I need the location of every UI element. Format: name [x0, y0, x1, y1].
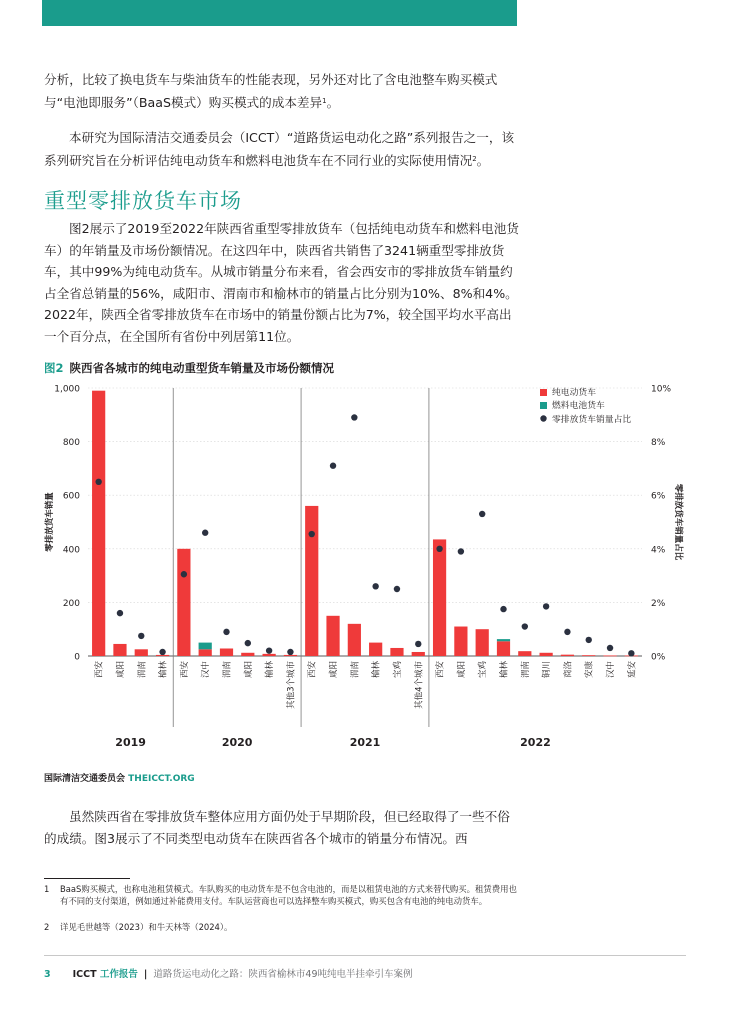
source-org: 国际清洁交通委员会 [44, 774, 126, 784]
y-tick-label: 0 [74, 652, 80, 663]
bar-bev-2020-渭南 [220, 648, 233, 656]
y2-tick-label: 10% [651, 384, 672, 395]
share-dot-2022-汉中 [607, 645, 613, 651]
footnote-2 [44, 921, 519, 933]
bar-bev-2021-渭南 [348, 624, 361, 656]
share-dot-2019-咸阳 [117, 610, 123, 616]
x-tick-label: 榆林 [371, 661, 382, 679]
legend-label-share: 零排放货车销量占比 [552, 415, 632, 425]
share-dot-2022-咸阳 [458, 548, 464, 554]
legend-swatch-share [540, 415, 546, 421]
y-tick-label: 200 [62, 598, 80, 609]
y-tick-label: 600 [62, 491, 80, 502]
share-dot-2020-渭南 [223, 629, 229, 635]
share-dot-2022-渭南 [522, 623, 528, 629]
bar-bev-2021-西安 [305, 506, 318, 656]
y-tick-label: 400 [62, 545, 80, 556]
body-paragraph-3: 图2展示了2019至2022年陕西省重型零排放货车（包括纯电动货车和燃料电池货车）的年销量及市场份额情况。在这四年中，陕西省共销售了3241辆重型零排放货车，其中99%为纯电动货车。从城市销量分布来看，省会西安市的零排放货车销量约占全省总销量的56%，咸阳市、渭南市和榆林市的销量占比分别为10%、8%和4%。2022年，陕西全省零排放货车在市场中的销量份额占比为7%，较全国平均水平高出一个百分点，在全国所有省份中列居第11位。 [44, 221, 519, 344]
bar-bev-2019-咸阳 [113, 644, 126, 656]
page-footer [44, 966, 413, 980]
share-dot-2020-西安 [181, 571, 187, 577]
share-dot-2022-宝鸡 [479, 511, 485, 517]
x-tick-label: 榆林 [499, 661, 510, 679]
bar-bev-2022-榆林 [497, 641, 510, 656]
x-tick-label: 榆林 [265, 661, 276, 679]
x-tick-label: 渭南 [520, 661, 531, 679]
share-dot-2021-榆林 [372, 583, 378, 589]
bar-bev-2022-渭南 [518, 651, 531, 656]
report-label: ICCT 工作报告 [72, 969, 138, 980]
report-title: 道路货运电动化之路：陕西省榆林市49吨纯电半挂牵引车案例 [153, 969, 413, 980]
x-tick-label: 咸阳 [115, 661, 126, 679]
footnote-divider [44, 878, 130, 879]
year-label-2022: 2022 [520, 736, 551, 749]
bar-bev-2022-宝鸡 [476, 629, 489, 656]
x-tick-label: 西安 [307, 661, 318, 679]
bar-bev-2021-榆林 [369, 643, 382, 656]
x-tick-label: 安康 [584, 661, 595, 679]
x-tick-label: 其他3个城市 [286, 661, 297, 709]
share-dot-2019-榆林 [159, 649, 165, 655]
section-heading: 重型零排放货车市场 [44, 189, 242, 213]
share-dot-2021-咸阳 [330, 463, 336, 469]
bar-bev-2022-安康 [582, 655, 595, 656]
page-number: 3 [44, 969, 51, 980]
share-dot-2022-延安 [628, 650, 634, 656]
footnote-text: BaaS购买模式，也称电池租赁模式。车队购买的电动货车是不包含电池的，而是以租赁电池的方式来替代购买。租赁费用也有不同的支付渠道，例如通过补能费用支付。车队运营商也可以选择整车购买模式，购买包含有电池的纯电动货车。 [60, 884, 517, 906]
x-tick-label: 其他4个城市 [414, 661, 425, 709]
y2-tick-label: 6% [651, 491, 666, 502]
figure-source [44, 771, 195, 784]
x-tick-label: 榆林 [158, 661, 169, 679]
y2-tick-label: 4% [651, 545, 666, 556]
x-tick-label: 汉中 [201, 661, 212, 679]
x-tick-label: 铜川 [542, 661, 553, 679]
body-paragraph-2: 本研究为国际清洁交通委员会（ICCT）“道路货运电动化之路”系列报告之一，该系列研究旨在分析评估纯电动货车和燃料电池货车在不同行业的实际使用情况$^2$。 [44, 130, 515, 168]
y-tick-label: 1,000 [54, 384, 80, 395]
figure-number: 图2 [44, 361, 64, 375]
footnote-number: 2 [44, 922, 50, 932]
bar-bev-2020-榆林 [263, 654, 276, 656]
figure-title [44, 360, 334, 376]
y-tick-label: 800 [62, 438, 80, 449]
body-paragraph-1: 分析，比较了换电货车与柴油货车的性能表现，另外还对比了含电池整车购买模式 与“电池即服务”（BaaS模式）购买模式的成本差异$^1$。 [44, 72, 498, 110]
share-dot-2022-西安 [436, 546, 442, 552]
legend-swatch-fcev [540, 402, 547, 409]
legend-swatch-bev [540, 389, 547, 396]
source-url[interactable]: THEICCT.ORG [128, 774, 195, 784]
share-dot-2022-商洛 [564, 629, 570, 635]
sales-chart [0, 375, 730, 760]
x-tick-label: 宝鸡 [478, 661, 489, 679]
x-tick-label: 渭南 [350, 661, 361, 679]
bar-bev-2020-汉中 [199, 649, 212, 656]
legend-label-bev: 纯电动货车 [552, 388, 596, 398]
share-dot-2022-安康 [586, 637, 592, 643]
footer-separator: | [143, 969, 148, 980]
x-tick-label: 商洛 [563, 661, 574, 679]
share-dot-2020-其他3个城市 [287, 649, 293, 655]
y2-tick-label: 0% [651, 652, 666, 663]
footnote-ref-1[interactable]: 1 [322, 96, 327, 105]
bar-bev-2020-西安 [177, 549, 190, 656]
bar-bev-2021-其他4个城市 [412, 652, 425, 656]
x-tick-label: 西安 [435, 661, 446, 679]
x-tick-label: 西安 [179, 661, 190, 679]
y-axis-label: 零排放货车销量 [45, 492, 55, 552]
share-dot-2022-榆林 [500, 606, 506, 612]
share-dot-2020-汉中 [202, 530, 208, 536]
bar-bev-2021-宝鸡 [390, 648, 403, 656]
footer-divider [44, 955, 686, 956]
y2-axis-label: 零排放货车销量占比 [673, 483, 683, 561]
share-dot-2021-渭南 [351, 414, 357, 420]
y2-tick-label: 2% [651, 598, 666, 609]
bar-fcev-2020-汉中 [199, 643, 212, 650]
share-dot-2020-榆林 [266, 647, 272, 653]
header-color-band [42, 0, 517, 26]
body-paragraph-4: 虽然陕西省在零排放货车整体应用方面仍处于早期阶段，但已经取得了一些不俗的成绩。图3展示了不同类型电动货车在陕西省各个城市的销量分布情况。西 [44, 809, 510, 846]
year-label-2021: 2021 [349, 736, 381, 749]
share-dot-2021-西安 [309, 531, 315, 537]
bar-bev-2022-西安 [433, 539, 446, 656]
bar-fcev-2022-榆林 [497, 639, 510, 641]
bar-bev-2022-咸阳 [454, 627, 467, 656]
figure-title-text: 陕西省各城市的纯电动重型货车销量及市场份额情况 [69, 361, 335, 375]
x-tick-label: 延安 [627, 661, 638, 679]
bar-bev-2019-渭南 [135, 649, 148, 656]
x-tick-label: 渭南 [137, 661, 148, 679]
bar-bev-2021-咸阳 [326, 616, 339, 656]
share-dot-2021-其他4个城市 [415, 641, 421, 647]
bar-bev-2022-铜川 [540, 653, 553, 656]
x-tick-label: 渭南 [222, 661, 233, 679]
x-tick-label: 咸阳 [456, 661, 467, 679]
x-tick-label: 咸阳 [329, 661, 340, 679]
x-tick-label: 咸阳 [243, 661, 254, 679]
bar-bev-2019-西安 [92, 391, 105, 656]
x-tick-label: 西安 [94, 661, 105, 679]
footnote-ref-2[interactable]: 2 [472, 154, 477, 163]
share-dot-2021-宝鸡 [394, 586, 400, 592]
bar-bev-2022-商洛 [561, 655, 574, 656]
year-label-2020: 2020 [221, 736, 253, 749]
bar-bev-2020-咸阳 [241, 653, 254, 656]
year-label-2019: 2019 [115, 736, 146, 749]
footnote-number: 1 [44, 884, 50, 894]
share-dot-2019-西安 [95, 479, 101, 485]
share-dot-2020-咸阳 [245, 640, 251, 646]
legend-label-fcev: 燃料电池货车 [552, 401, 605, 411]
footnote-text: 详见毛世越等（2023）和牛天林等（2024）。 [60, 922, 233, 932]
share-dot-2019-渭南 [138, 633, 144, 639]
footnote-1 [44, 883, 519, 907]
bar-bev-2022-汉中 [603, 655, 616, 656]
y2-tick-label: 8% [651, 438, 666, 449]
x-tick-label: 汉中 [606, 661, 617, 679]
x-tick-label: 宝鸡 [392, 661, 403, 679]
share-dot-2022-铜川 [543, 603, 549, 609]
